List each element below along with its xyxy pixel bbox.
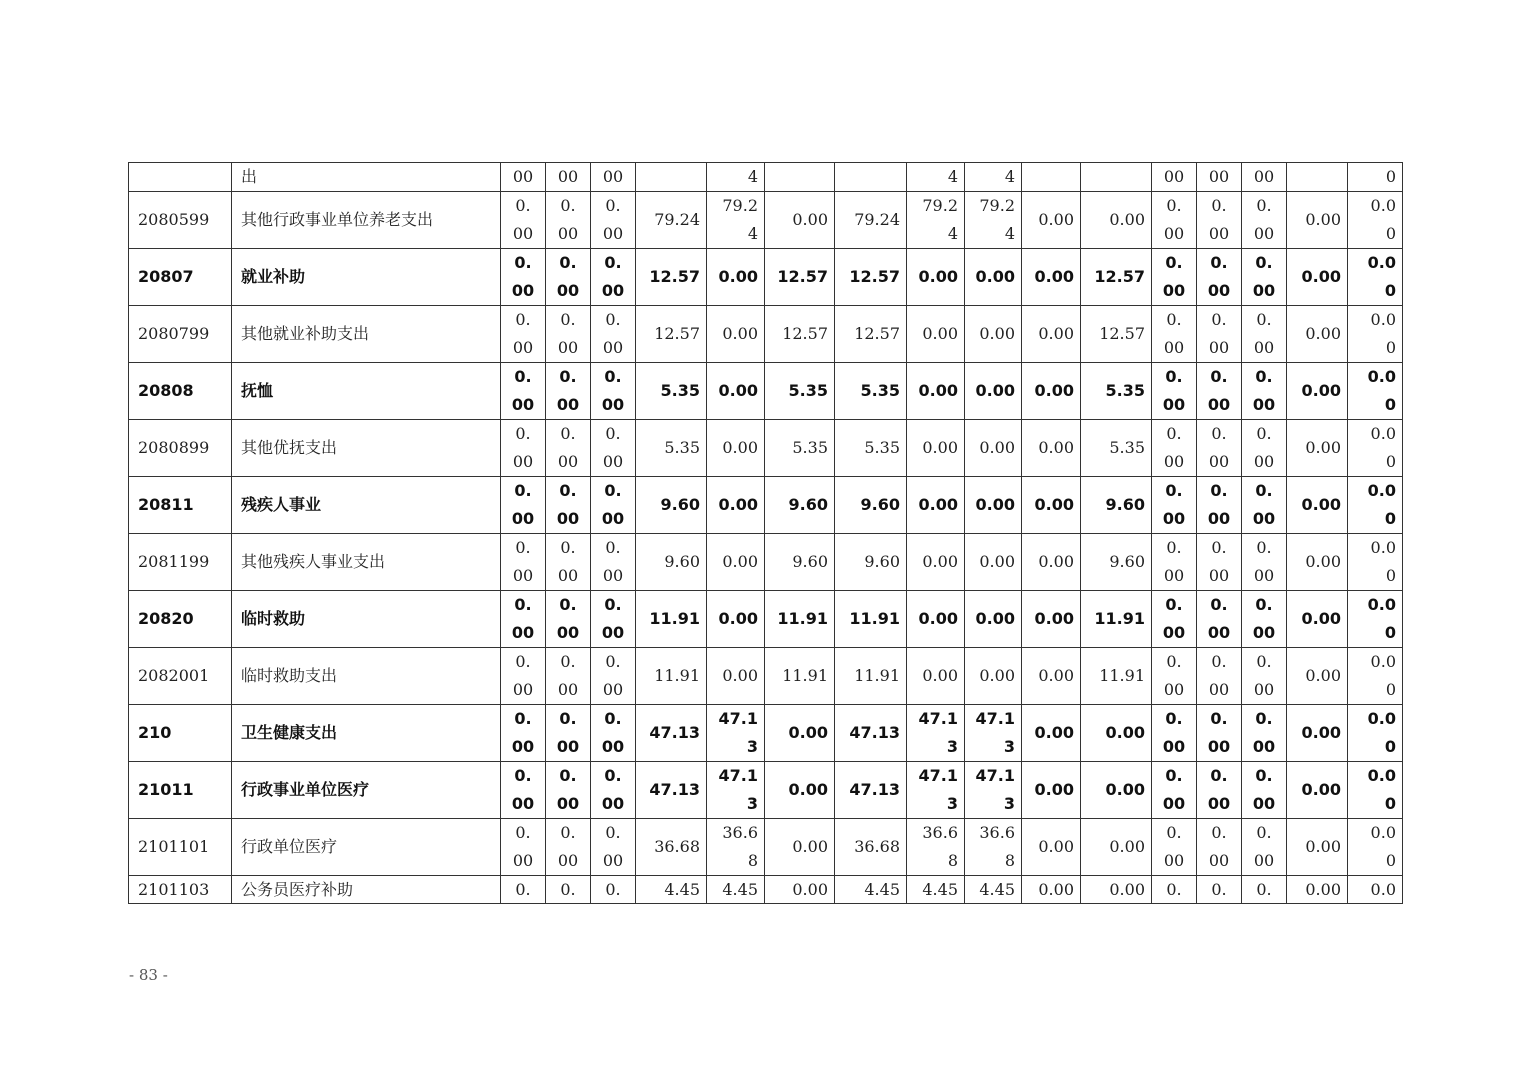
amount-cell: 0.00	[1287, 363, 1348, 420]
row-name: 行政事业单位医疗	[232, 762, 501, 819]
amount-cell: 0.00	[1287, 762, 1348, 819]
amount-cell: 0. 00	[1197, 192, 1242, 249]
amount-cell: 47.1 3	[707, 762, 765, 819]
amount-cell: 0. 00	[546, 705, 591, 762]
amount-cell: 79.2 4	[907, 192, 965, 249]
amount-cell: 0.00	[1287, 648, 1348, 705]
amount-cell: 11.91	[1081, 591, 1152, 648]
row-name: 公务员医疗补助	[232, 876, 501, 904]
amount-cell: 0.00	[907, 534, 965, 591]
budget-table	[128, 162, 1403, 904]
amount-cell: 0. 00	[546, 192, 591, 249]
amount-cell: 0.00	[707, 534, 765, 591]
amount-cell: 0. 00	[1197, 306, 1242, 363]
amount-cell: 00	[1197, 163, 1242, 192]
amount-cell: 79.2 4	[707, 192, 765, 249]
row-code	[129, 163, 232, 192]
amount-cell: 36.6 8	[707, 819, 765, 876]
amount-cell: 0.00	[965, 363, 1022, 420]
amount-cell: 0. 00	[546, 420, 591, 477]
amount-cell: 0.00	[1287, 306, 1348, 363]
amount-cell: 0. 00	[546, 591, 591, 648]
amount-cell: 0.00	[1022, 591, 1081, 648]
amount-cell: 0. 00	[591, 762, 636, 819]
amount-cell: 0. 00	[591, 477, 636, 534]
amount-cell: 0. 00	[1152, 762, 1197, 819]
amount-cell: 0.00	[907, 306, 965, 363]
amount-cell: 0. 00	[501, 192, 546, 249]
amount-cell: 9.60	[636, 534, 707, 591]
amount-cell: 0	[1348, 163, 1403, 192]
amount-cell: 0.0 0	[1348, 648, 1403, 705]
row-code: 21011	[129, 762, 232, 819]
amount-cell	[1287, 163, 1348, 192]
amount-cell: 00	[546, 163, 591, 192]
amount-cell: 0.0 0	[1348, 762, 1403, 819]
amount-cell: 0. 00	[591, 819, 636, 876]
page-number: - 83 -	[129, 966, 168, 984]
amount-cell: 0.00	[707, 477, 765, 534]
amount-cell: 12.57	[835, 249, 907, 306]
amount-cell: 0.00	[1287, 876, 1348, 904]
amount-cell: 9.60	[1081, 534, 1152, 591]
amount-cell: 0.	[1197, 876, 1242, 904]
amount-cell: 0. 00	[591, 705, 636, 762]
row-name: 其他行政事业单位养老支出	[232, 192, 501, 249]
amount-cell: 4.45	[636, 876, 707, 904]
amount-cell: 0. 00	[501, 762, 546, 819]
table-row	[129, 249, 1403, 306]
amount-cell: 0. 00	[546, 249, 591, 306]
amount-cell: 0.00	[1287, 819, 1348, 876]
row-code: 20807	[129, 249, 232, 306]
amount-cell: 0.00	[907, 420, 965, 477]
amount-cell: 0. 00	[1197, 477, 1242, 534]
amount-cell: 12.57	[1081, 306, 1152, 363]
table-row	[129, 534, 1403, 591]
amount-cell: 0.00	[765, 705, 835, 762]
row-code: 20808	[129, 363, 232, 420]
amount-cell: 0.00	[907, 363, 965, 420]
amount-cell: 36.6 8	[907, 819, 965, 876]
amount-cell: 47.13	[636, 705, 707, 762]
table-body	[129, 163, 1403, 904]
amount-cell: 0.00	[907, 648, 965, 705]
amount-cell: 5.35	[835, 420, 907, 477]
amount-cell: 0. 00	[1242, 648, 1287, 705]
table-row-continued	[129, 163, 1403, 192]
amount-cell: 0. 00	[501, 363, 546, 420]
amount-cell: 4	[907, 163, 965, 192]
amount-cell	[1022, 163, 1081, 192]
amount-cell: 11.91	[835, 648, 907, 705]
amount-cell: 11.91	[636, 591, 707, 648]
amount-cell: 0.00	[907, 249, 965, 306]
amount-cell: 4	[965, 163, 1022, 192]
table-row	[129, 591, 1403, 648]
amount-cell: 4.45	[907, 876, 965, 904]
amount-cell: 0.00	[907, 477, 965, 534]
amount-cell: 0. 00	[501, 534, 546, 591]
amount-cell: 0.0 0	[1348, 249, 1403, 306]
amount-cell: 0. 00	[501, 306, 546, 363]
amount-cell: 11.91	[835, 591, 907, 648]
amount-cell: 0.00	[965, 306, 1022, 363]
amount-cell: 0. 00	[1242, 762, 1287, 819]
amount-cell: 47.1 3	[965, 705, 1022, 762]
amount-cell: 0.0 0	[1348, 477, 1403, 534]
amount-cell: 5.35	[1081, 420, 1152, 477]
amount-cell: 12.57	[765, 249, 835, 306]
amount-cell: 0.00	[1022, 876, 1081, 904]
amount-cell: 11.91	[765, 648, 835, 705]
row-code: 2080799	[129, 306, 232, 363]
amount-cell: 0. 00	[1242, 534, 1287, 591]
amount-cell: 0.00	[965, 534, 1022, 591]
amount-cell: 11.91	[636, 648, 707, 705]
amount-cell: 0.00	[965, 591, 1022, 648]
row-code: 2080599	[129, 192, 232, 249]
amount-cell: 0.00	[1081, 192, 1152, 249]
table-row	[129, 363, 1403, 420]
amount-cell: 0. 00	[1152, 306, 1197, 363]
amount-cell: 0.	[591, 876, 636, 904]
row-code: 2101101	[129, 819, 232, 876]
amount-cell: 47.13	[835, 705, 907, 762]
amount-cell: 47.1 3	[907, 705, 965, 762]
amount-cell: 0.00	[965, 648, 1022, 705]
row-name: 残疾人事业	[232, 477, 501, 534]
row-name: 其他就业补助支出	[232, 306, 501, 363]
amount-cell: 0. 00	[1197, 420, 1242, 477]
table-row	[129, 705, 1403, 762]
amount-cell: 9.60	[636, 477, 707, 534]
amount-cell: 0.00	[1287, 477, 1348, 534]
amount-cell: 0.00	[1287, 534, 1348, 591]
amount-cell: 0. 00	[591, 534, 636, 591]
amount-cell: 0.00	[765, 192, 835, 249]
amount-cell: 0.00	[765, 819, 835, 876]
amount-cell: 5.35	[636, 420, 707, 477]
amount-cell: 4.45	[965, 876, 1022, 904]
table-row	[129, 648, 1403, 705]
amount-cell: 0.00	[965, 420, 1022, 477]
amount-cell: 0.00	[1022, 306, 1081, 363]
amount-cell: 0. 00	[501, 420, 546, 477]
amount-cell: 0.00	[1022, 705, 1081, 762]
amount-cell: 0.0 0	[1348, 534, 1403, 591]
amount-cell: 12.57	[636, 306, 707, 363]
row-name: 就业补助	[232, 249, 501, 306]
amount-cell: 0.0 0	[1348, 306, 1403, 363]
amount-cell: 47.13	[835, 762, 907, 819]
amount-cell: 0.00	[765, 762, 835, 819]
amount-cell: 12.57	[835, 306, 907, 363]
amount-cell: 79.24	[636, 192, 707, 249]
amount-cell: 0. 00	[501, 249, 546, 306]
amount-cell: 0. 00	[1242, 705, 1287, 762]
amount-cell: 0. 00	[1242, 819, 1287, 876]
amount-cell: 0. 00	[1242, 420, 1287, 477]
amount-cell: 0.00	[1287, 705, 1348, 762]
amount-cell: 0.00	[1022, 192, 1081, 249]
amount-cell: 0.00	[707, 648, 765, 705]
amount-cell: 79.24	[835, 192, 907, 249]
amount-cell: 0. 00	[546, 534, 591, 591]
amount-cell: 79.2 4	[965, 192, 1022, 249]
amount-cell: 0.00	[1022, 534, 1081, 591]
amount-cell: 0.00	[707, 249, 765, 306]
amount-cell: 0.00	[1022, 420, 1081, 477]
amount-cell: 0.0 0	[1348, 420, 1403, 477]
amount-cell: 0.	[546, 876, 591, 904]
amount-cell: 12.57	[636, 249, 707, 306]
row-name: 卫生健康支出	[232, 705, 501, 762]
amount-cell: 0.00	[1287, 420, 1348, 477]
amount-cell: 00	[591, 163, 636, 192]
amount-cell	[636, 163, 707, 192]
amount-cell: 0. 00	[546, 819, 591, 876]
amount-cell: 0. 00	[1242, 249, 1287, 306]
amount-cell: 9.60	[1081, 477, 1152, 534]
amount-cell: 0. 00	[1197, 705, 1242, 762]
amount-cell: 9.60	[835, 534, 907, 591]
row-code: 2082001	[129, 648, 232, 705]
amount-cell: 9.60	[765, 534, 835, 591]
amount-cell: 0. 00	[1242, 306, 1287, 363]
amount-cell: 0. 00	[1197, 648, 1242, 705]
amount-cell: 0.00	[707, 420, 765, 477]
amount-cell	[765, 163, 835, 192]
amount-cell: 0.00	[1022, 249, 1081, 306]
amount-cell: 00	[1242, 163, 1287, 192]
table-row	[129, 762, 1403, 819]
amount-cell: 0. 00	[1152, 705, 1197, 762]
amount-cell: 0.00	[1081, 762, 1152, 819]
amount-cell: 0. 00	[1152, 363, 1197, 420]
amount-cell: 0. 00	[546, 477, 591, 534]
amount-cell: 0. 00	[591, 306, 636, 363]
amount-cell: 0.00	[1022, 477, 1081, 534]
amount-cell: 0.0 0	[1348, 819, 1403, 876]
amount-cell: 0. 00	[546, 306, 591, 363]
amount-cell: 0. 00	[1152, 192, 1197, 249]
table-row	[129, 819, 1403, 876]
amount-cell: 0. 00	[1242, 192, 1287, 249]
amount-cell: 5.35	[636, 363, 707, 420]
amount-cell: 0. 00	[1152, 420, 1197, 477]
amount-cell: 5.35	[765, 420, 835, 477]
amount-cell: 0. 00	[1152, 534, 1197, 591]
row-name: 其他优抚支出	[232, 420, 501, 477]
amount-cell: 0. 00	[1197, 762, 1242, 819]
amount-cell: 0.00	[1081, 819, 1152, 876]
amount-cell: 5.35	[835, 363, 907, 420]
amount-cell: 0.00	[1081, 705, 1152, 762]
amount-cell: 0. 00	[1152, 591, 1197, 648]
amount-cell	[835, 163, 907, 192]
amount-cell: 0.00	[1287, 591, 1348, 648]
amount-cell: 0.	[501, 876, 546, 904]
amount-cell: 0.00	[1287, 192, 1348, 249]
row-name: 临时救助支出	[232, 648, 501, 705]
amount-cell: 0. 00	[501, 591, 546, 648]
table-row	[129, 477, 1403, 534]
amount-cell: 0.00	[1022, 762, 1081, 819]
row-name: 行政单位医疗	[232, 819, 501, 876]
amount-cell: 9.60	[835, 477, 907, 534]
amount-cell: 0. 00	[1197, 363, 1242, 420]
amount-cell: 0. 00	[1242, 591, 1287, 648]
amount-cell: 11.91	[765, 591, 835, 648]
amount-cell: 0.	[1152, 876, 1197, 904]
table-row	[129, 420, 1403, 477]
amount-cell: 0. 00	[591, 363, 636, 420]
amount-cell: 0. 00	[546, 762, 591, 819]
amount-cell: 47.13	[636, 762, 707, 819]
amount-cell: 0. 00	[501, 705, 546, 762]
amount-cell: 5.35	[1081, 363, 1152, 420]
amount-cell: 0. 00	[1152, 477, 1197, 534]
amount-cell: 0.00	[765, 876, 835, 904]
amount-cell: 0.00	[707, 306, 765, 363]
amount-cell: 0.00	[1022, 363, 1081, 420]
amount-cell: 0. 00	[501, 477, 546, 534]
amount-cell: 00	[1152, 163, 1197, 192]
amount-cell: 0. 00	[1242, 363, 1287, 420]
amount-cell: 0. 00	[1197, 249, 1242, 306]
amount-cell: 0.0	[1348, 876, 1403, 904]
table-row	[129, 876, 1403, 904]
amount-cell: 36.68	[835, 819, 907, 876]
amount-cell: 0. 00	[1197, 819, 1242, 876]
amount-cell: 0. 00	[591, 192, 636, 249]
amount-cell: 47.1 3	[965, 762, 1022, 819]
amount-cell: 0. 00	[1197, 534, 1242, 591]
amount-cell: 4.45	[835, 876, 907, 904]
amount-cell: 36.6 8	[965, 819, 1022, 876]
amount-cell: 0. 00	[546, 648, 591, 705]
amount-cell: 0. 00	[591, 249, 636, 306]
table-row	[129, 192, 1403, 249]
row-code: 2101103	[129, 876, 232, 904]
amount-cell: 12.57	[765, 306, 835, 363]
row-name: 其他残疾人事业支出	[232, 534, 501, 591]
amount-cell: 4	[707, 163, 765, 192]
amount-cell: 0. 00	[591, 648, 636, 705]
amount-cell: 0. 00	[1242, 477, 1287, 534]
row-code: 2081199	[129, 534, 232, 591]
amount-cell: 12.57	[1081, 249, 1152, 306]
row-name: 出	[232, 163, 501, 192]
amount-cell: 0. 00	[591, 591, 636, 648]
amount-cell: 0.00	[1022, 648, 1081, 705]
amount-cell: 0.0 0	[1348, 192, 1403, 249]
amount-cell	[1081, 163, 1152, 192]
table-row	[129, 306, 1403, 363]
row-name: 抚恤	[232, 363, 501, 420]
amount-cell: 0. 00	[1197, 591, 1242, 648]
amount-cell: 0.00	[965, 249, 1022, 306]
row-name: 临时救助	[232, 591, 501, 648]
amount-cell: 0. 00	[1152, 819, 1197, 876]
amount-cell: 0.0 0	[1348, 705, 1403, 762]
amount-cell: 0. 00	[1152, 249, 1197, 306]
amount-cell: 0.00	[965, 477, 1022, 534]
amount-cell: 0. 00	[591, 420, 636, 477]
row-code: 210	[129, 705, 232, 762]
amount-cell: 4.45	[707, 876, 765, 904]
amount-cell: 0.00	[907, 591, 965, 648]
amount-cell: 0. 00	[1152, 648, 1197, 705]
amount-cell: 5.35	[765, 363, 835, 420]
amount-cell: 0.00	[1287, 249, 1348, 306]
amount-cell: 0. 00	[546, 363, 591, 420]
amount-cell: 0. 00	[501, 819, 546, 876]
amount-cell: 47.1 3	[707, 705, 765, 762]
amount-cell: 47.1 3	[907, 762, 965, 819]
amount-cell: 0.00	[707, 363, 765, 420]
row-code: 2080899	[129, 420, 232, 477]
amount-cell: 0.0 0	[1348, 591, 1403, 648]
amount-cell: 0.00	[1081, 876, 1152, 904]
amount-cell: 0.00	[1022, 819, 1081, 876]
amount-cell: 36.68	[636, 819, 707, 876]
amount-cell: 00	[501, 163, 546, 192]
amount-cell: 0.	[1242, 876, 1287, 904]
row-code: 20811	[129, 477, 232, 534]
amount-cell: 11.91	[1081, 648, 1152, 705]
amount-cell: 0. 00	[501, 648, 546, 705]
amount-cell: 0.0 0	[1348, 363, 1403, 420]
amount-cell: 0.00	[707, 591, 765, 648]
amount-cell: 9.60	[765, 477, 835, 534]
row-code: 20820	[129, 591, 232, 648]
